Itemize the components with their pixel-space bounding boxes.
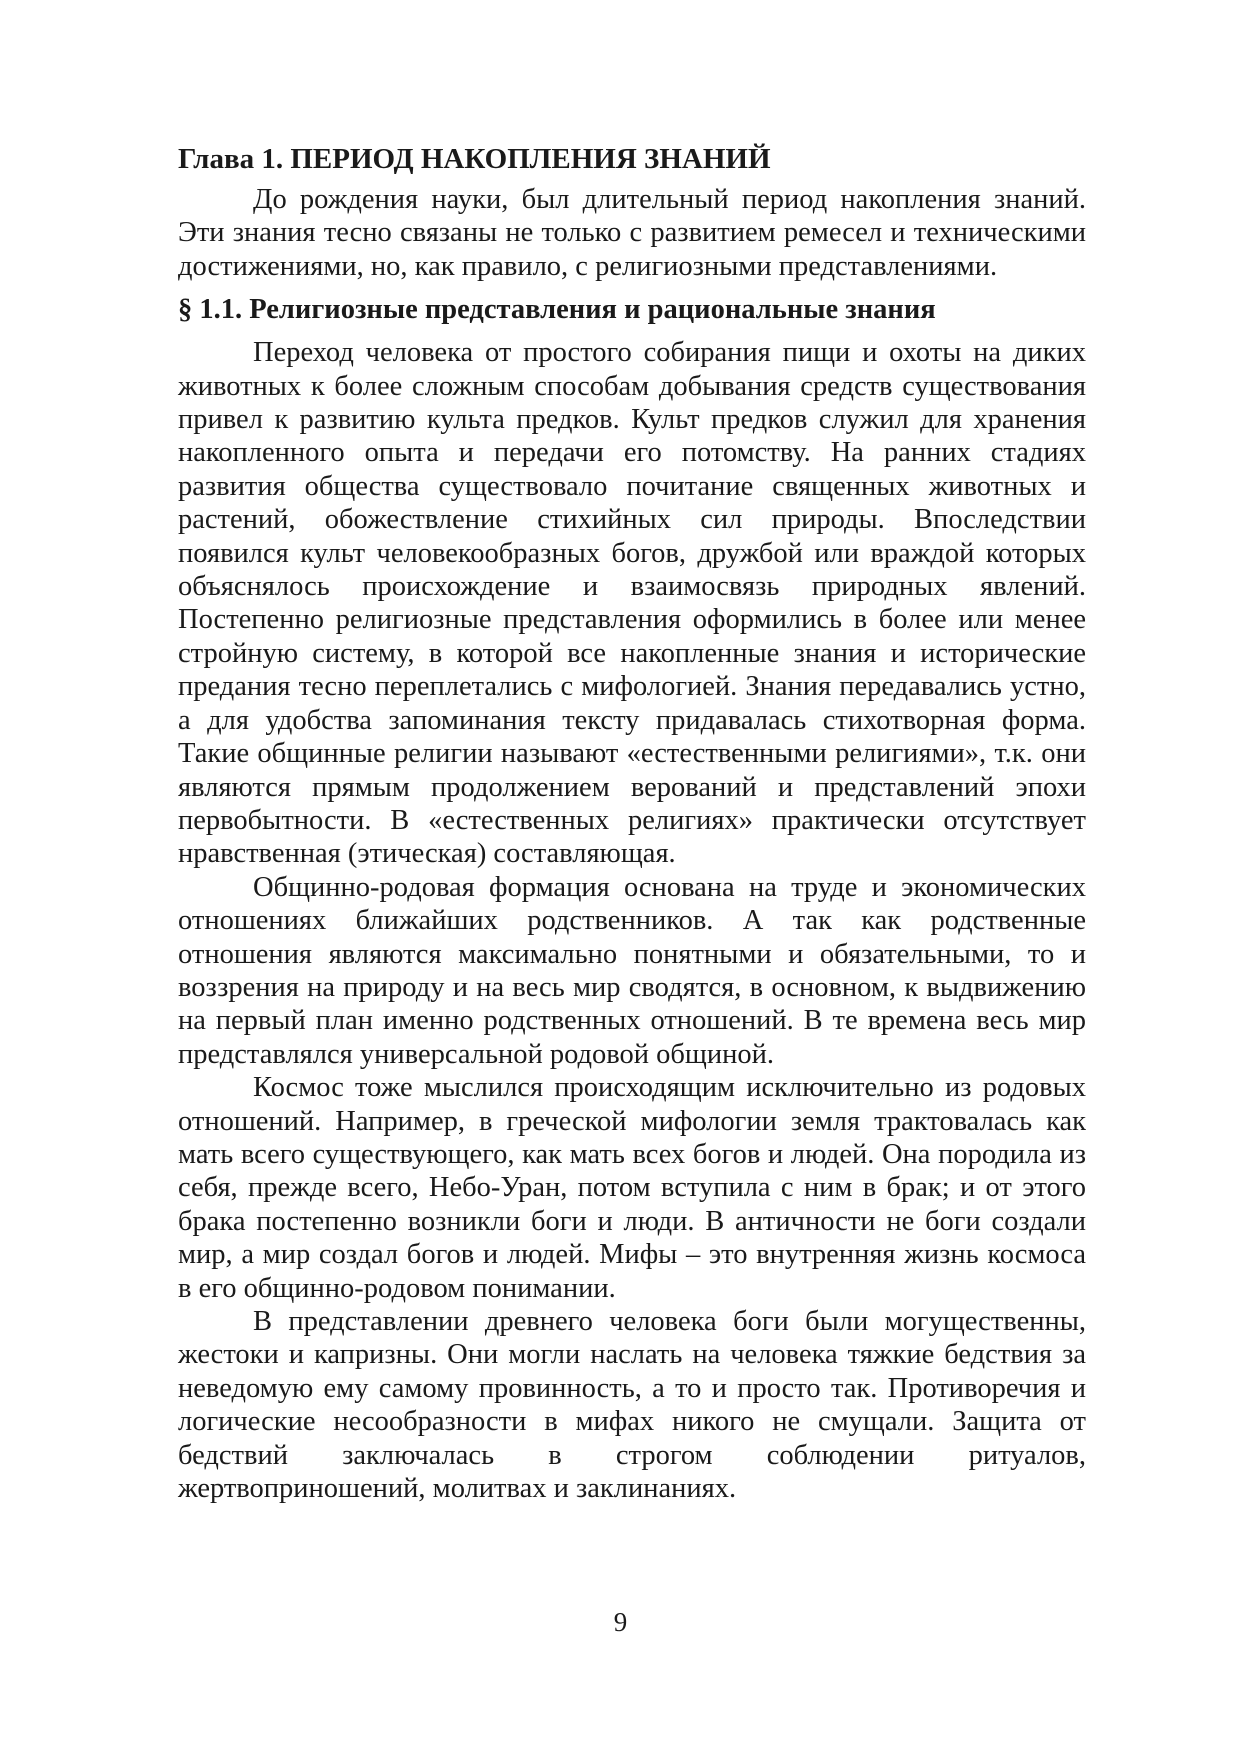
- chapter-intro-paragraph: До рождения науки, был длительный период накопления знаний. Эти знания тесно связаны не только с развитием ремесел и техническими достижениями, но, как правило, с религиозными представлениями.: [178, 184, 1086, 282]
- section-paragraph-2: Общинно-родовая формация основана на труде и экономических отношениях ближайших родственников. А так как родственные отношения являются максимально понятными и обязательными, то и воззрения на природу и на весь мир сводятся, в основном, к выдвижению на первый план именно родственных отношений. В те времена весь мир представлялся универсальной родовой общиной.: [178, 871, 1086, 1070]
- section-paragraph-1: Переход человека от простого собирания пищи и охоты на диких животных к более сложным способам добывания средств существования привел к развитию культа предков. Культ предков служил для хранения накопленного опыта и передачи его потомству. На ранних стадиях развития общества существовало почитание священных животных и растений, обожествление стихийных сил природы. Впоследствии появился культ человекообразных богов, дружбой или враждой которых объяснялось происхождение и взаимосвязь природных явлений. Постепенно религиозные представления оформились в более или менее стройную систему, в которой все накопленные знания и исторические предания тесно переплетались с мифологией. Знания передавались устно, а для удобства запоминания тексту придавалась стихотворная форма. Такие общинные религии называют «естественными религиями», т.к. они являются прямым продолжением верований и представлений эпохи первобытности. В «естественных религиях» практически отсутствует нравственная (этическая) составляющая.: [178, 337, 1086, 870]
- section-title: § 1.1. Религиозные представления и рациональные знания: [178, 294, 936, 326]
- chapter-title: Глава 1. ПЕРИОД НАКОПЛЕНИЯ ЗНАНИЙ: [178, 143, 771, 175]
- section-paragraph-4: В представлении древнего человека боги были могущественны, жестоки и капризны. Они могли наслать на человека тяжкие бедствия за неведомую ему самому провинность, а то и просто так. Противоречия и логические несообразности в мифах никого не смущали. Защита от бедствий заключалась в строгом соблюдении ритуалов, жертвоприношений, молитвах и заклинаниях.: [178, 1306, 1086, 1505]
- page-number: 9: [613, 1607, 628, 1637]
- section-paragraph-3: Космос тоже мыслился происходящим исключительно из родовых отношений. Например, в греческой мифологии земля трактовалась как мать всего существующего, как мать всех богов и людей. Она породила из себя, прежде всего, Небо-Уран, потом вступила с ним в брак; и от этого брака постепенно возникли боги и люди. В античности не боги создали мир, а мир создал богов и людей. Мифы – это внутренняя жизнь космоса в его общинно-родовом понимании.: [178, 1072, 1086, 1304]
- document-page: [178, 143, 1086, 1505]
